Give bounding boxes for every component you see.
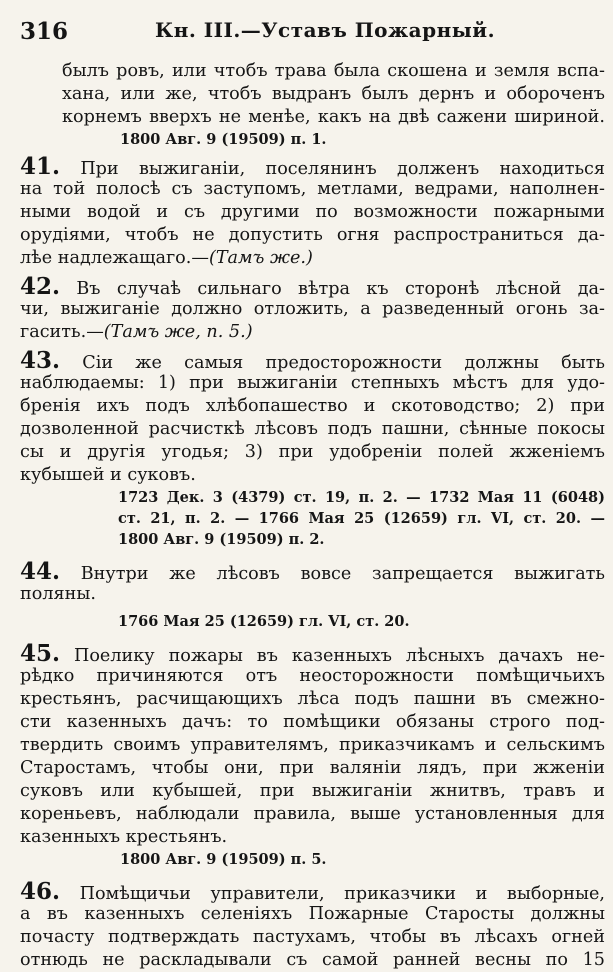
text-line: корнемъ вверхъ не менѣе, какъ на двѣ сажени шириной. xyxy=(62,107,605,127)
page-number: 316 xyxy=(20,18,69,45)
text-line: суковъ или кубышей, при выжиганіи жнитвъ, травъ и xyxy=(20,781,605,801)
source-reference: (Тамъ же, п. 5.) xyxy=(103,322,253,342)
text-line: хана, или же, чтобъ выдранъ былъ дернъ и обороченъ xyxy=(62,84,605,104)
text-line: а въ казенныхъ селеніяхъ Пожарные Старосты должны xyxy=(20,904,605,924)
text-line: Внутри же лѣсовъ вовсе запрещается выжигать xyxy=(80,564,605,584)
text-line: Старостамъ, чтобы они, при валяніи лядъ, при жженіи xyxy=(20,758,605,778)
law-citation: 1723 Дек. 3 (4379) ст. 19, п. 2. — 1732 Мая 11 (6048) xyxy=(118,489,605,506)
text-line: орудіями, чтобъ не допустить огня распространиться да- xyxy=(20,225,605,245)
text-line: Сіи же самыя предосторожности должны быть xyxy=(82,353,606,373)
article-44 xyxy=(20,558,605,632)
article-first-line xyxy=(20,560,605,583)
text-line: на той полосѣ съ заступомъ, метлами, ведрами, наполнен- xyxy=(20,179,605,199)
text-line: рѣдко причиняются отъ неосторожности помѣщичьихъ xyxy=(20,666,605,686)
text-line: кубышей и суковъ. xyxy=(20,465,196,485)
article-first-line xyxy=(20,642,605,665)
law-citation: 1800 Авг. 9 (19509) п. 5. xyxy=(120,851,327,868)
article-number: 41. xyxy=(20,153,61,180)
text-line: чи, выжиганіе должно отложить, а разведенный огонь за- xyxy=(20,299,605,319)
text-line: ными водой и съ другими по возможности пожарными xyxy=(20,202,605,222)
article-number: 46. xyxy=(20,878,61,905)
continuation-paragraph xyxy=(62,60,605,150)
text-line: крестьянъ, расчищающихъ лѣса подъ пашни въ смежно- xyxy=(20,689,605,709)
article-45 xyxy=(20,640,606,870)
body-text xyxy=(20,60,606,972)
article-46 xyxy=(20,878,605,972)
law-citation: 1766 Мая 25 (12659) гл. VI, ст. 20. xyxy=(118,613,410,630)
article-first-line xyxy=(20,349,605,372)
article-last-line xyxy=(20,321,605,344)
article-43 xyxy=(20,347,606,550)
running-title: Кн. III.—Уставъ Пожарный. xyxy=(155,18,496,42)
article-first-line xyxy=(20,155,605,178)
text-line: При выжиганіи, поселянинъ долженъ находиться xyxy=(80,159,605,179)
text-line: былъ ровъ, или чтобъ трава была скошена и земля вспа- xyxy=(62,61,605,81)
article-first-line xyxy=(20,880,605,903)
text-line: почасту подтверждать пастухамъ, чтобы въ лѣсахъ огней xyxy=(20,927,605,947)
law-citation: 1800 Авг. 9 (19509) п. 2. xyxy=(118,531,325,548)
text-line: сти казенныхъ дачъ: то помѣщики обязаны строго под- xyxy=(20,712,605,732)
law-citation: 1800 Авг. 9 (19509) п. 1. xyxy=(120,131,327,148)
text-line: бренія ихъ подъ хлѣбопашество и скотоводство; 2) при xyxy=(20,396,605,416)
text-line: поляны. xyxy=(20,584,96,604)
text-line: отнюдь не раскладывали съ самой ранней весны по 15 xyxy=(20,950,605,970)
article-42 xyxy=(20,273,605,344)
article-number: 42. xyxy=(20,273,61,300)
text-line: кореньевъ, наблюдали правила, выше установленныя для xyxy=(20,804,605,824)
article-number: 43. xyxy=(20,347,61,374)
article-first-line xyxy=(20,275,605,298)
article-last-line xyxy=(20,247,605,270)
text-line: казенныхъ крестьянъ. xyxy=(20,827,228,847)
text-line: Помѣщичьи управители, приказчики и выборные, xyxy=(79,884,605,904)
text-line: дозволенной расчисткѣ лѣсовъ подъ пашни, сѣнные покосы xyxy=(20,419,605,439)
text-line: гасить.— xyxy=(20,322,104,342)
source-reference: (Тамъ же.) xyxy=(208,248,313,268)
text-line: твердить своимъ управителямъ, приказчикамъ и сельскимъ xyxy=(20,735,605,755)
text-line: Поелику пожары въ казенныхъ лѣсныхъ дачахъ не- xyxy=(74,646,606,666)
law-citation: ст. 21, п. 2. — 1766 Мая 25 (12659) гл. VI, ст. 20. — xyxy=(118,510,605,527)
article-41 xyxy=(20,153,605,270)
text-line: наблюдаемы: 1) при выжиганіи степныхъ мѣстъ для удо- xyxy=(20,373,605,393)
text-line: лѣе надлежащаго.— xyxy=(20,248,209,268)
article-number: 45. xyxy=(20,640,61,667)
text-line: Въ случаѣ сильнаго вѣтра къ сторонѣ лѣсной да- xyxy=(76,279,605,299)
article-number: 44. xyxy=(20,558,61,585)
text-line: сы и другія угодья; 3) при удобреніи полей жженіемъ xyxy=(20,442,605,462)
page-header xyxy=(0,18,613,48)
